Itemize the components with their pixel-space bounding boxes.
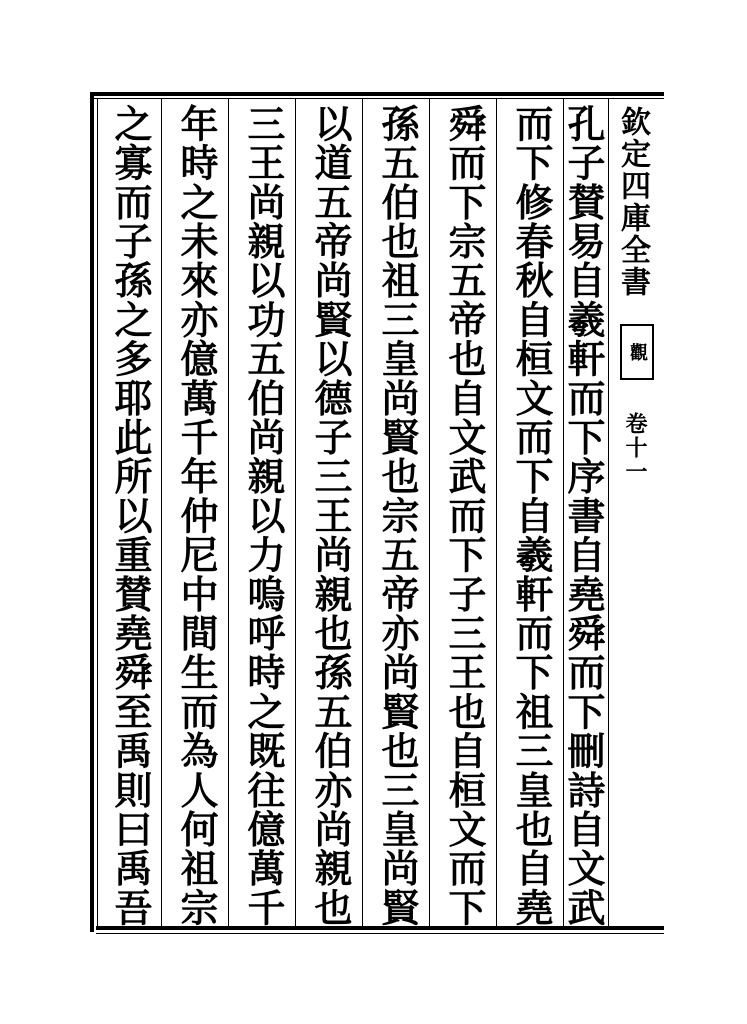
- column-text: 年時之未來亦億萬千年仲尼中間生而為人何祖宗: [174, 104, 219, 928]
- text-column-1: [555, 104, 611, 927]
- frame-top-border: [90, 92, 664, 96]
- column-text: 舜而下宗五帝也自文武而下子三王也自桓文而下: [442, 104, 487, 928]
- column-text: 孔子賛易自羲軒而下序書自堯舜而下刪詩自文武: [561, 104, 606, 928]
- text-column-6: [235, 104, 291, 927]
- column-text: 孫五伯也祖三皇尚賢也宗五帝亦尚賢也三皇尚賢: [375, 104, 420, 928]
- section-label: 觀: [627, 343, 648, 361]
- frame-top-inner-border: [90, 98, 664, 99]
- book-title: 欽定四庫全書: [615, 106, 650, 298]
- frame-left-inner-border: [97, 98, 98, 928]
- column-divider: [161, 98, 162, 926]
- frame-bottom-inner-border: [96, 933, 664, 934]
- column-divider: [362, 98, 363, 926]
- text-column-8: [102, 104, 158, 927]
- column-text: 之寡而子孫之多耶此所以重賛堯舜至禹則曰禹吾: [108, 104, 153, 928]
- column-divider: [228, 98, 229, 926]
- column-text: 三王尚親以功五伯尚親以力嗚呼時之既往億萬千: [241, 104, 286, 928]
- column-divider: [429, 98, 430, 926]
- text-column-4: [369, 104, 425, 927]
- text-column-7: [168, 104, 224, 927]
- column-text: 以道五帝尚賢以德子三王尚親也孫五伯亦尚親也: [308, 104, 353, 928]
- margin-title-block: [612, 106, 658, 298]
- text-column-3: [436, 104, 492, 927]
- volume-label: 卷十一: [622, 412, 648, 484]
- text-column-2: [503, 104, 559, 927]
- column-text: 而下修春秋自桓文而下自羲軒而下祖三皇也自堯: [509, 104, 554, 928]
- column-divider: [295, 98, 296, 926]
- section-label-box: [620, 324, 654, 380]
- text-column-5: [302, 104, 358, 927]
- column-divider: [496, 98, 497, 926]
- frame-left-border: [90, 92, 94, 932]
